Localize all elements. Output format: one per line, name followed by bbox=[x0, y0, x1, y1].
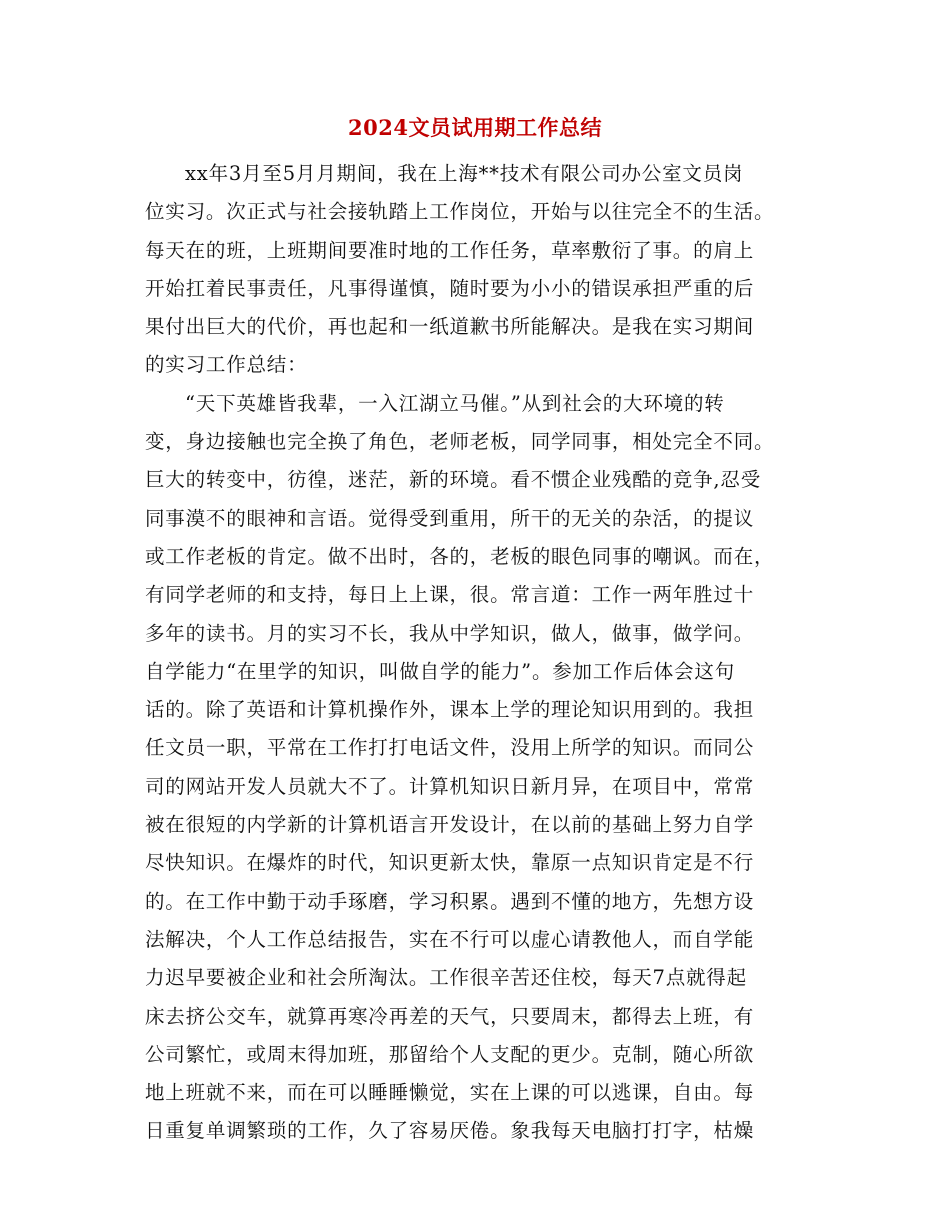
paragraph-2-line-12: 被在很短的内学新的计算机语言开发设计，在以前的基础上努力自学 bbox=[145, 813, 755, 837]
paragraph-2-line-2: 变，身边接触也完全换了角色，老师老板，同学同事，相处完全不同。 bbox=[145, 430, 775, 454]
document-title: 2024文员试用期工作总结 bbox=[348, 115, 602, 140]
paragraph-2-line-14: 的。在工作中勤于动手琢磨，学习积累。遇到不懂的地方，先想方设 bbox=[145, 889, 755, 913]
paragraph-2-line-13: 尽快知识。在爆炸的时代，知识更新太快，靠原一点知识肯定是不行 bbox=[145, 851, 755, 875]
paragraph-1-line-2: 位实习。次正式与社会接轨踏上工作岗位，开始与以往完全不的生活。 bbox=[145, 200, 775, 224]
paragraph-2-line-4: 同事漠不的眼神和言语。觉得受到重用，所干的无关的杂活，的提议 bbox=[145, 506, 755, 530]
paragraph-1-line-3: 每天在的班，上班期间要准时地的工作任务，草率敷衍了事。的肩上 bbox=[145, 238, 755, 262]
paragraph-2-line-15: 法解决，个人工作总结报告，实在不行可以虚心请教他人，而自学能 bbox=[145, 927, 755, 951]
paragraph-2-line-1: “天下英雄皆我辈，一入江湖立马催。”从到社会的大环境的转 bbox=[185, 391, 725, 415]
paragraph-2-line-20: 日重复单调繁琐的工作，久了容易厌倦。象我每天电脑打打字，枯燥 bbox=[145, 1119, 755, 1143]
paragraph-2-line-7: 多年的读书。月的实习不长，我从中学知识，做人，做事，做学问。 bbox=[145, 621, 755, 645]
paragraph-2-line-10: 任文员一职，平常在工作打打电话文件，没用上所学的知识。而同公 bbox=[145, 736, 755, 760]
paragraph-1-line-5: 果付出巨大的代价，再也起和一纸道歉书所能解决。是我在实习期间 bbox=[145, 315, 755, 339]
document-body bbox=[145, 155, 805, 1151]
paragraph-2-line-3: 巨大的转变中，彷徨，迷茫，新的环境。看不惯企业残酷的竞争,忍受 bbox=[145, 468, 761, 492]
paragraph-2-line-19: 地上班就不来，而在可以睡睡懒觉，实在上课的可以逃课，自由。每 bbox=[145, 1081, 755, 1105]
paragraph-2-line-17: 床去挤公交车，就算再寒冷再差的天气，只要周末，都得去上班，有 bbox=[145, 1004, 755, 1028]
paragraph-2-line-9: 话的。除了英语和计算机操作外，课本上学的理论知识用到的。我担 bbox=[145, 698, 755, 722]
paragraph-2-line-16: 力迟早要被企业和社会所淘汰。工作很辛苦还住校，每天7点就得起 bbox=[145, 966, 747, 990]
paragraph-1-line-1: xx年3月至5月月期间，我在上海**技术有限公司办公室文员岗 bbox=[185, 162, 744, 185]
paragraph-2-line-11: 司的网站开发人员就大不了。计算机知识日新月异，在项目中，常常 bbox=[145, 774, 755, 798]
paragraph-1-line-6: 的实习工作总结： bbox=[145, 353, 308, 377]
paragraph-2-line-18: 公司繁忙，或周末得加班，那留给个人支配的更少。克制，随心所欲 bbox=[145, 1042, 755, 1066]
paragraph-2-line-8: 自学能力“在里学的知识，叫做自学的能力”。参加工作后体会这句 bbox=[145, 659, 735, 683]
paragraph-2-line-5: 或工作老板的肯定。做不出时，各的，老板的眼色同事的嘲讽。而在， bbox=[145, 544, 775, 568]
paragraph-2-line-6: 有同学老师的和支持，每日上上课，很。常言道：工作一两年胜过十 bbox=[145, 583, 755, 607]
paragraph-1-line-4: 开始扛着民事责任，凡事得谨慎，随时要为小小的错误承担严重的后 bbox=[145, 276, 755, 300]
